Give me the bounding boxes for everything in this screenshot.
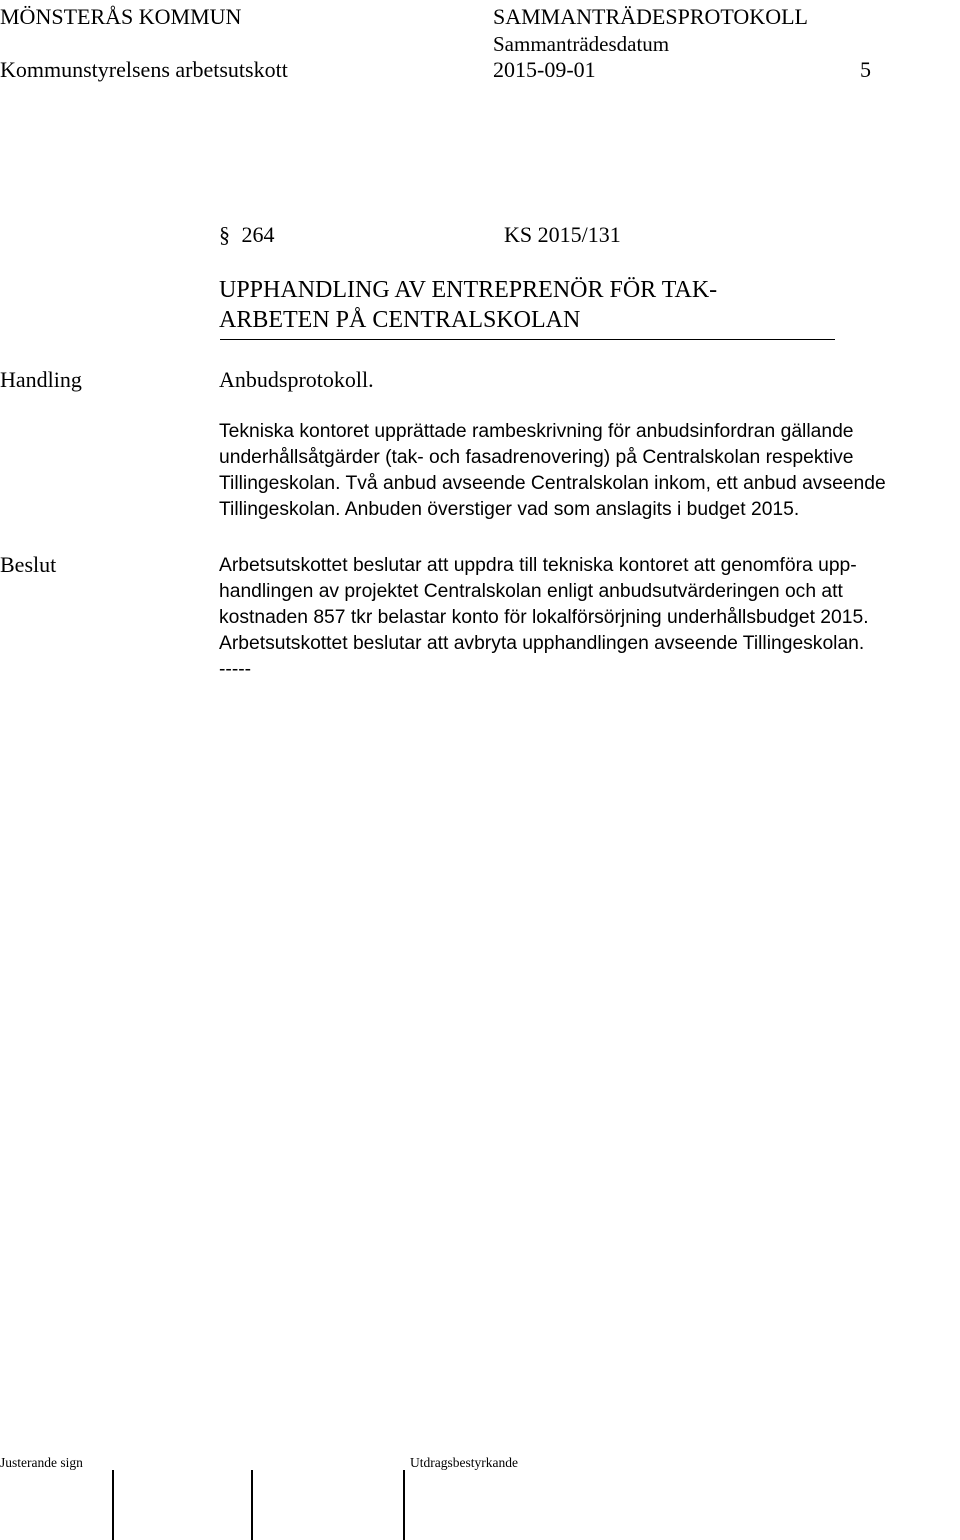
meeting-date: 2015-09-01 [493, 57, 596, 82]
committee-name: Kommunstyrelsens arbetsutskott [0, 57, 288, 82]
handling-label: Handling [0, 367, 82, 392]
paragraph-symbol: § [219, 222, 230, 247]
description-line: underhållsåtgärder (tak- och fasadrenovering) på Centralskolan respektive [219, 447, 854, 468]
title-underline [220, 339, 835, 340]
decision-paragraph [219, 553, 944, 683]
decision-end-marker: ----- [219, 659, 252, 680]
decision-label: Beslut [0, 552, 57, 577]
section-number: 264 [241, 222, 275, 247]
justerande-sign-label: Justerande sign [0, 1455, 83, 1470]
decision-line: kostnaden 857 tkr belastar konto för lokalförsörjning underhållsbudget 2015. [219, 607, 869, 628]
section-title-line2: ARBETEN PÅ CENTRALSKOLAN [219, 307, 581, 333]
description-line: Tillingeskolan. Anbuden överstiger vad som anslagits i budget 2015. [219, 499, 800, 520]
signature-box-divider [112, 1470, 114, 1540]
decision-line: Arbetsutskottet beslutar att uppdra till tekniska kontoret att genomföra upp- [219, 555, 857, 576]
section-title-line1: UPPHANDLING AV ENTREPRENÖR FÖR TAK- [219, 277, 718, 303]
handling-value: Anbudsprotokoll. [219, 367, 374, 392]
protocol-title: SAMMANTRÄDESPROTOKOLL [493, 4, 808, 29]
signature-box-divider [403, 1470, 405, 1540]
description-line: Tekniska kontoret upprättade rambeskrivning för anbudsinfordran gällande [219, 421, 854, 442]
signature-box-divider [251, 1470, 253, 1540]
decision-line: Arbetsutskottet beslutar att avbryta upphandlingen avseende Tillingeskolan. [219, 633, 865, 654]
description-line: Tillingeskolan. Två anbud avseende Centralskolan inkom, ett anbud avseende [219, 473, 886, 494]
decision-line: handlingen av projektet Centralskolan enligt anbudsutvärderingen och att [219, 581, 843, 602]
utdragsbestyrkande-label: Utdragsbestyrkande [410, 1455, 518, 1470]
date-label: Sammanträdesdatum [493, 32, 670, 56]
case-number: KS 2015/131 [504, 222, 621, 247]
description-paragraph [219, 419, 944, 523]
page-number: 5 [860, 57, 871, 82]
section-header [219, 222, 275, 248]
municipality-name: MÖNSTERÅS KOMMUN [0, 4, 242, 29]
